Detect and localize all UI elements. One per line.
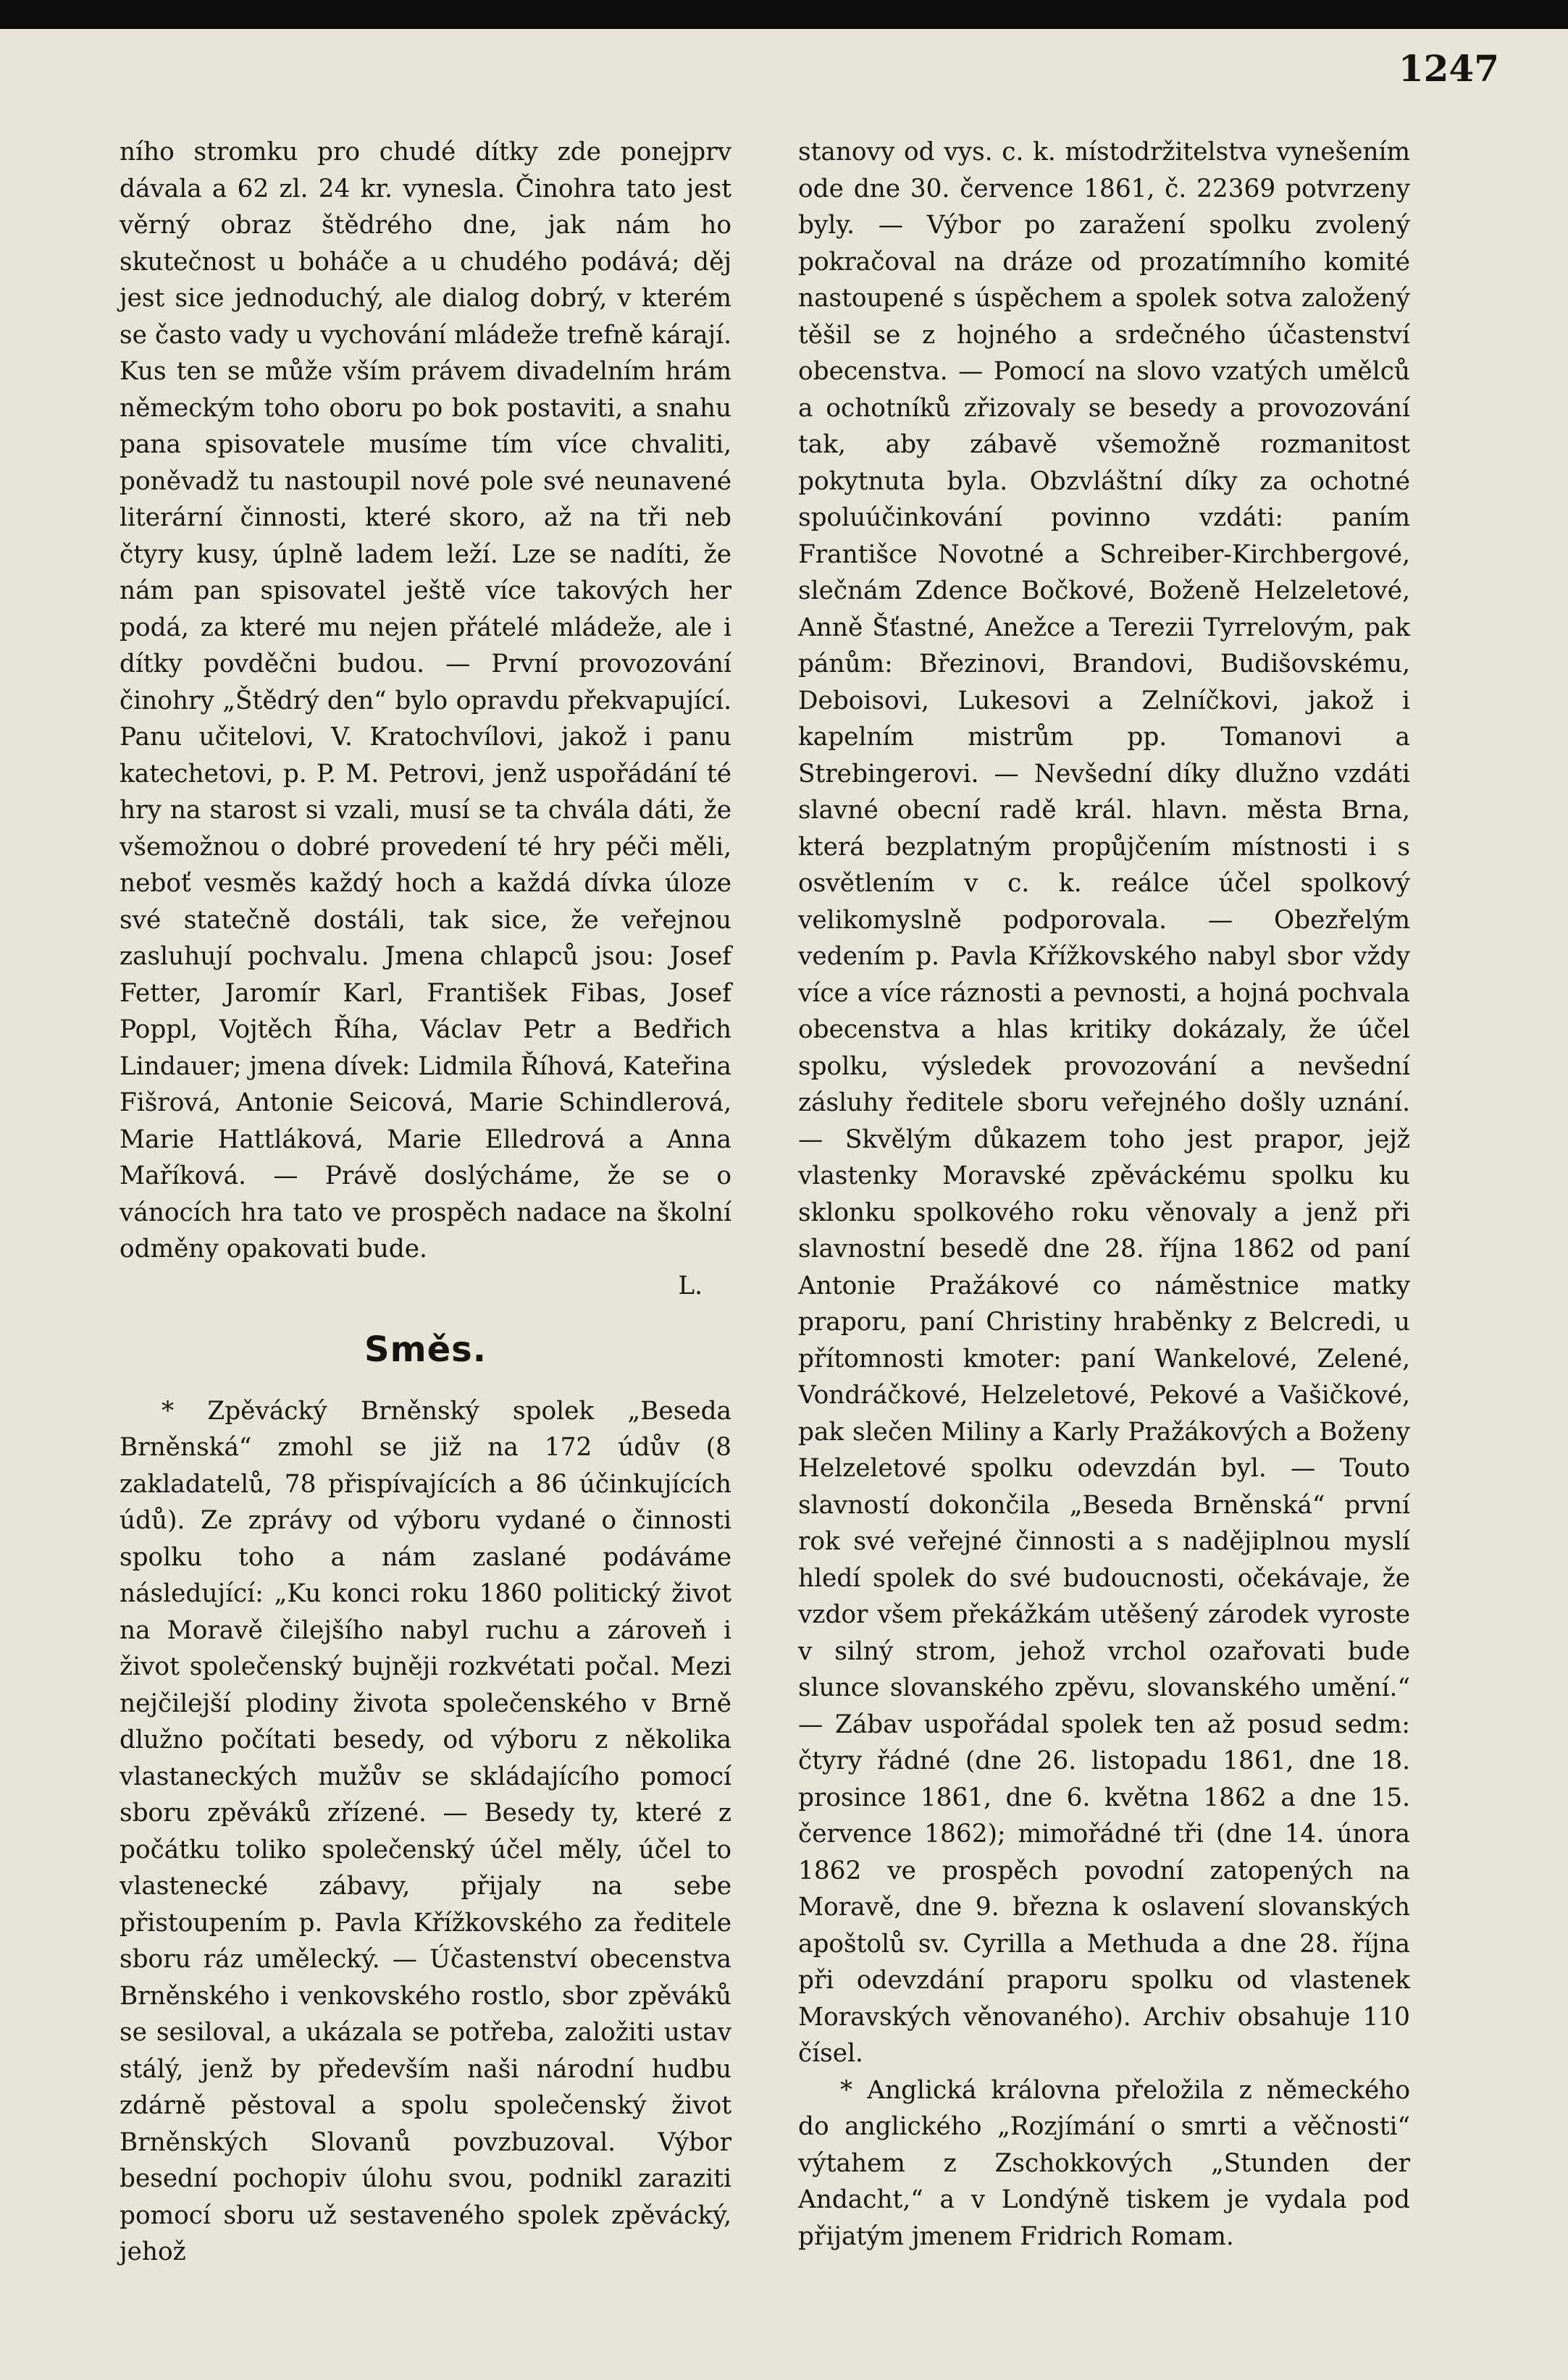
theatre-review-paragraph: ního stromku pro chudé dítky zde ponejprv dávala a 62 zl. 24 kr. vynesla. Činohra tato jest věrný obraz štědrého dne, jak nám ho skutečnost u boháče a u chudého podává; děj jest sice jednoduchý, ale dialog dobrý, v kterém se často vady u vychování mládeže trefně kárají. Kus ten se může vším právem divadelním hrám německým toho oboru po bok postaviti, a snahu pana spisovatele musíme tím více chvaliti, poněvadž tu nastoupil nové pole své neunavené literární činnosti, které skoro, až na tři neb čtyry kusy, úplně ladem leží. Lze se nadíti, že nám pan spisovatel ještě více takových her podá, za které mu nejen přátelé mládeže, ale i dítky povděčni budou. — První provozování činohry „Štědrý den“ bylo opravdu překvapující. Panu učitelovi, V. Kratochvílovi, jakož i panu katechetovi, p. P. M. Petrovi, jenž uspořádání té hry na starost si vzali, musí se ta chvála dáti, že všemožnou o dobré provedení té hry péči měli, neboť vesměs každý hoch a každá dívka úloze své statečně dostáli, tak sice, že veřejnou zasluhují pochvalu. Jmena chlapců jsou: Josef Fetter, Jaromír Karl, František Fibas, Josef Poppl, Vojtěch Říha, Václav Petr a Bedřich Lindauer; jmena dívek: Lidmila Říhová, Kateřina Fišrová, Antonie Seicová, Marie Schindlerová, Marie Hattláková, Marie Elledrová a Anna Maříková. — Právě doslýcháme, že se o vánocích hra tato ve prospěch nadace na školní odměny opakovati bude. [120,138,731,1263]
right-column [798,134,1410,2255]
left-column [120,134,731,2271]
section-heading: Směs. [364,1329,487,1370]
review-signature: L. [678,1271,703,1300]
beseda-article-paragraph: * Zpěvácký Brněnský spolek „Beseda Brněnská“ zmohl se již na 172 údův (8 zakladatelů, 78 přispívajících a 86 účinkujících údů). Ze zprávy od výboru vydané o činnosti spolku toho a nám zaslané podáváme následující: „Ku konci roku 1860 politický život na Moravě čilejšího nabyl ruchu a zároveň i život společenský bujněji rozkvétati počal. Mezi nejčilejší plodiny života společenského v Brně dlužno počítati besedy, od výboru z několika vlastaneckých mužův se skládajícího pomocí sboru zpěváků zřízené. — Besedy ty, které z počátku toliko společenský účel měly, účel to vlastenecké zábavy, přijaly na sebe přistoupením p. Pavla Křížkovského za ředitele sboru ráz umělecký. — Účastenství obecenstva Brněnského i venkovského rostlo, sbor zpěváků se sesiloval, a ukázala se potřeba, založiti ustav stálý, jenž by především naši národní hudbu zdárně pěstoval a spolu společenský život Brněnských Slovanů povzbuzoval. Výbor besední pochopiv úlohu svou, podnikl zaraziti pomocí sboru už sestaveného spolek zpěvácký, jehož [120,1396,731,2266]
scan-border [0,0,1568,29]
page-number: 1247 [1398,47,1499,90]
queen-translation-paragraph: * Anglická královna přeložila z německého do anglického „Rozjímání o smrti a věčnosti“ výtahem z Zschokkových „Stunden der Andacht,“ a v Londýně tiskem je vydala pod přijatým jmenem Fridrich Romam. [798,2075,1410,2251]
beseda-article-continuation: stanovy od vys. c. k. místodržitelstva vynešením ode dne 30. července 1861, č. 22369 potvrzeny byly. — Výbor po zaražení spolku zvolený pokračoval na dráze od prozatímního komité nastoupené s úspěchem a spolek sotva založený těšil se z hojného a srdečného účastenství obecenstva. — Pomocí na slovo vzatých umělců a ochotníků zřizovaly se besedy a provozování tak, aby zábavě všemožně rozmanitost pokytnuta byla. Obzvláštní díky za ochotné spoluúčinkování povinno vzdáti: paním Františce Novotné a Schreiber-Kirchbergové, slečnám Zdence Bočkové, Boženě Helzeletové, Anně Šťastné, Anežce a Terezii Tyrrelovým, pak pánům: Březinovi, Brandovi, Budišovskému, Deboisovi, Lukesovi a Zelníčkovi, jakož i kapelním mistrům pp. Tomanovi a Strebingerovi. — Nevšední díky dlužno vzdáti slavné obecní radě král. hlavn. města Brna, která bezplatným propůjčením místnosti i s osvětlením v c. k. reálce účel spolkový velikomyslně podporovala. — Obezřelým vedením p. Pavla Křížkovského nabyl sbor vždy více a více ráznosti a pevnosti, a hojná pochvala obecenstva a hlas kritiky dokázaly, že účel spolku, výsledek provozování a nevšední zásluhy ředitele sboru veřejného došly uznání. — Skvělým důkazem toho jest prapor, jejž vlastenky Moravské zpěváckému spolku ku sklonku spolkového roku věnovaly a jenž při slavnostní besedě dne 28. října 1862 od paní Antonie Pražákové co náměstnice matky praporu, paní Christiny hraběnky z Belcredi, u přítomnosti kmoter: paní Wankelové, Zelené, Vondráčkové, Helzeletové, Pekové a Vašičkové, pak slečen Miliny a Karly Pražákových a Boženy Helzeletové spolku odevzdán byl. — Touto slavností dokončila „Beseda Brněnská“ první rok své veřejné činnosti a s nadějiplnou myslí hledí spolek do své budoucnosti, očekávaje, že vzdor všem překážkám utěšený zárodek vyroste v silný strom, jehož vrchol ozařovati bude slunce slovanského zpěvu, slovanského umění.“ — Zábav uspořádal spolek ten až posud sedm: čtyry řádné (dne 26. listopadu 1861, dne 18. prosince 1861, dne 6. května 1862 a dne 15. července 1862); mimořádné tři (dne 14. února 1862 ve prospěch povodní zatopených na Moravě, dne 9. března k oslavení slovanských apoštolů sv. Cyrilla a Methuda a dne 28. října při odevzdání praporu spolku od vlastenek Moravských věnovaného). Archiv obsahuje 110 čísel. [798,138,1410,2068]
review-ending [120,1268,731,1305]
